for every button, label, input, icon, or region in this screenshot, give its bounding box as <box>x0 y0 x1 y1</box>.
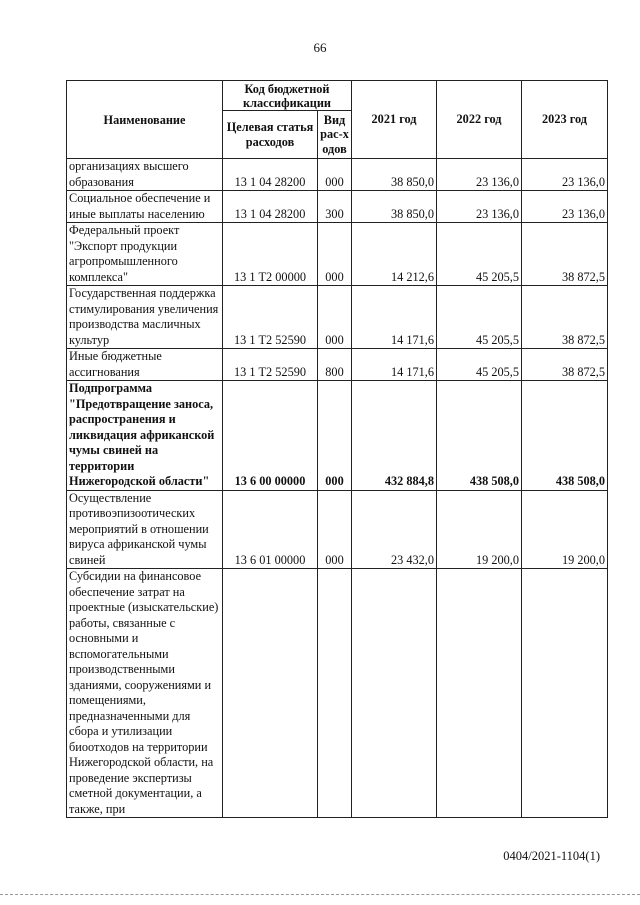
row-expense-type-cell: 300 <box>318 191 352 223</box>
table-row <box>67 381 608 491</box>
row-target-article-cell: 13 6 01 00000 <box>223 490 318 569</box>
row-amount-2023-cell: 38 872,5 <box>522 223 608 286</box>
table-row <box>67 286 608 349</box>
row-target-article-cell: 13 1 Т2 52590 <box>223 349 318 381</box>
row-amount-2021-cell: 432 884,8 <box>352 381 437 491</box>
table-body <box>67 159 608 818</box>
table-row <box>67 349 608 381</box>
row-name-cell: Осуществление противоэпизоотических мероприятий в отношении вируса африканской чумы свиней <box>67 490 223 569</box>
row-amount-2022-cell <box>437 569 522 818</box>
row-amount-2022-cell: 23 136,0 <box>437 191 522 223</box>
row-amount-2023-cell: 19 200,0 <box>522 490 608 569</box>
row-amount-2023-cell: 38 872,5 <box>522 286 608 349</box>
row-name-cell: Государственная поддержка стимулирования увеличения производства масличных культур <box>67 286 223 349</box>
header-name: Наименование <box>67 81 223 159</box>
row-amount-2023-cell <box>522 569 608 818</box>
header-code-group: Код бюджетной классификации <box>223 81 352 111</box>
row-target-article-cell: 13 6 00 00000 <box>223 381 318 491</box>
table-row <box>67 223 608 286</box>
row-amount-2022-cell: 19 200,0 <box>437 490 522 569</box>
row-amount-2021-cell: 38 850,0 <box>352 159 437 191</box>
header-year-2022: 2022 год <box>437 81 522 159</box>
header-target-article: Целевая статья расходов <box>223 111 318 159</box>
row-amount-2021-cell <box>352 569 437 818</box>
row-name-cell: Субсидии на финансовое обеспечение затрат на проектные (изыскательские) работы, связанные с основными и вспомогательными производственными зданиями, сооружениями и помещениями, предназначенными для сбора и утилизации биоотходов на территории Нижегородской области, на проведение экспертизы сметной документации, а также, при <box>67 569 223 818</box>
row-name-cell: Федеральный проект "Экспорт продукции агропромышленного комплекса" <box>67 223 223 286</box>
row-target-article-cell: 13 1 Т2 52590 <box>223 286 318 349</box>
row-target-article-cell: 13 1 Т2 00000 <box>223 223 318 286</box>
budget-table <box>66 80 608 818</box>
header-year-2023: 2023 год <box>522 81 608 159</box>
row-amount-2022-cell: 45 205,5 <box>437 286 522 349</box>
row-amount-2023-cell: 23 136,0 <box>522 159 608 191</box>
row-amount-2023-cell: 38 872,5 <box>522 349 608 381</box>
header-expense-type: Вид рас-ходов <box>318 111 352 159</box>
row-expense-type-cell: 000 <box>318 490 352 569</box>
row-target-article-cell: 13 1 04 28200 <box>223 159 318 191</box>
row-expense-type-cell: 000 <box>318 159 352 191</box>
row-amount-2022-cell: 438 508,0 <box>437 381 522 491</box>
row-amount-2021-cell: 38 850,0 <box>352 191 437 223</box>
table-row <box>67 569 608 818</box>
row-expense-type-cell <box>318 569 352 818</box>
row-amount-2022-cell: 23 136,0 <box>437 159 522 191</box>
table-row <box>67 490 608 569</box>
row-expense-type-cell: 800 <box>318 349 352 381</box>
table-header <box>67 81 608 159</box>
row-amount-2022-cell: 45 205,5 <box>437 223 522 286</box>
row-expense-type-cell: 000 <box>318 286 352 349</box>
row-amount-2021-cell: 14 171,6 <box>352 349 437 381</box>
row-name-cell: Подпрограмма "Предотвращение заноса, распространения и ликвидация африканской чумы свиней на территории Нижегородской области" <box>67 381 223 491</box>
page-number: 66 <box>313 40 327 55</box>
row-amount-2021-cell: 14 171,6 <box>352 286 437 349</box>
row-amount-2023-cell: 438 508,0 <box>522 381 608 491</box>
row-name-cell: Иные бюджетные ассигнования <box>67 349 223 381</box>
table-row <box>67 159 608 191</box>
row-name-cell: организациях высшего образования <box>67 159 223 191</box>
row-amount-2021-cell: 23 432,0 <box>352 490 437 569</box>
page-bottom-rule <box>0 894 640 895</box>
table-row <box>67 191 608 223</box>
header-year-2021: 2021 год <box>352 81 437 159</box>
row-expense-type-cell: 000 <box>318 381 352 491</box>
row-amount-2021-cell: 14 212,6 <box>352 223 437 286</box>
document-footer-code: 0404/2021-1104(1) <box>503 849 600 863</box>
row-target-article-cell <box>223 569 318 818</box>
row-name-cell: Социальное обеспечение и иные выплаты населению <box>67 191 223 223</box>
row-amount-2022-cell: 45 205,5 <box>437 349 522 381</box>
row-amount-2023-cell: 23 136,0 <box>522 191 608 223</box>
row-target-article-cell: 13 1 04 28200 <box>223 191 318 223</box>
row-expense-type-cell: 000 <box>318 223 352 286</box>
